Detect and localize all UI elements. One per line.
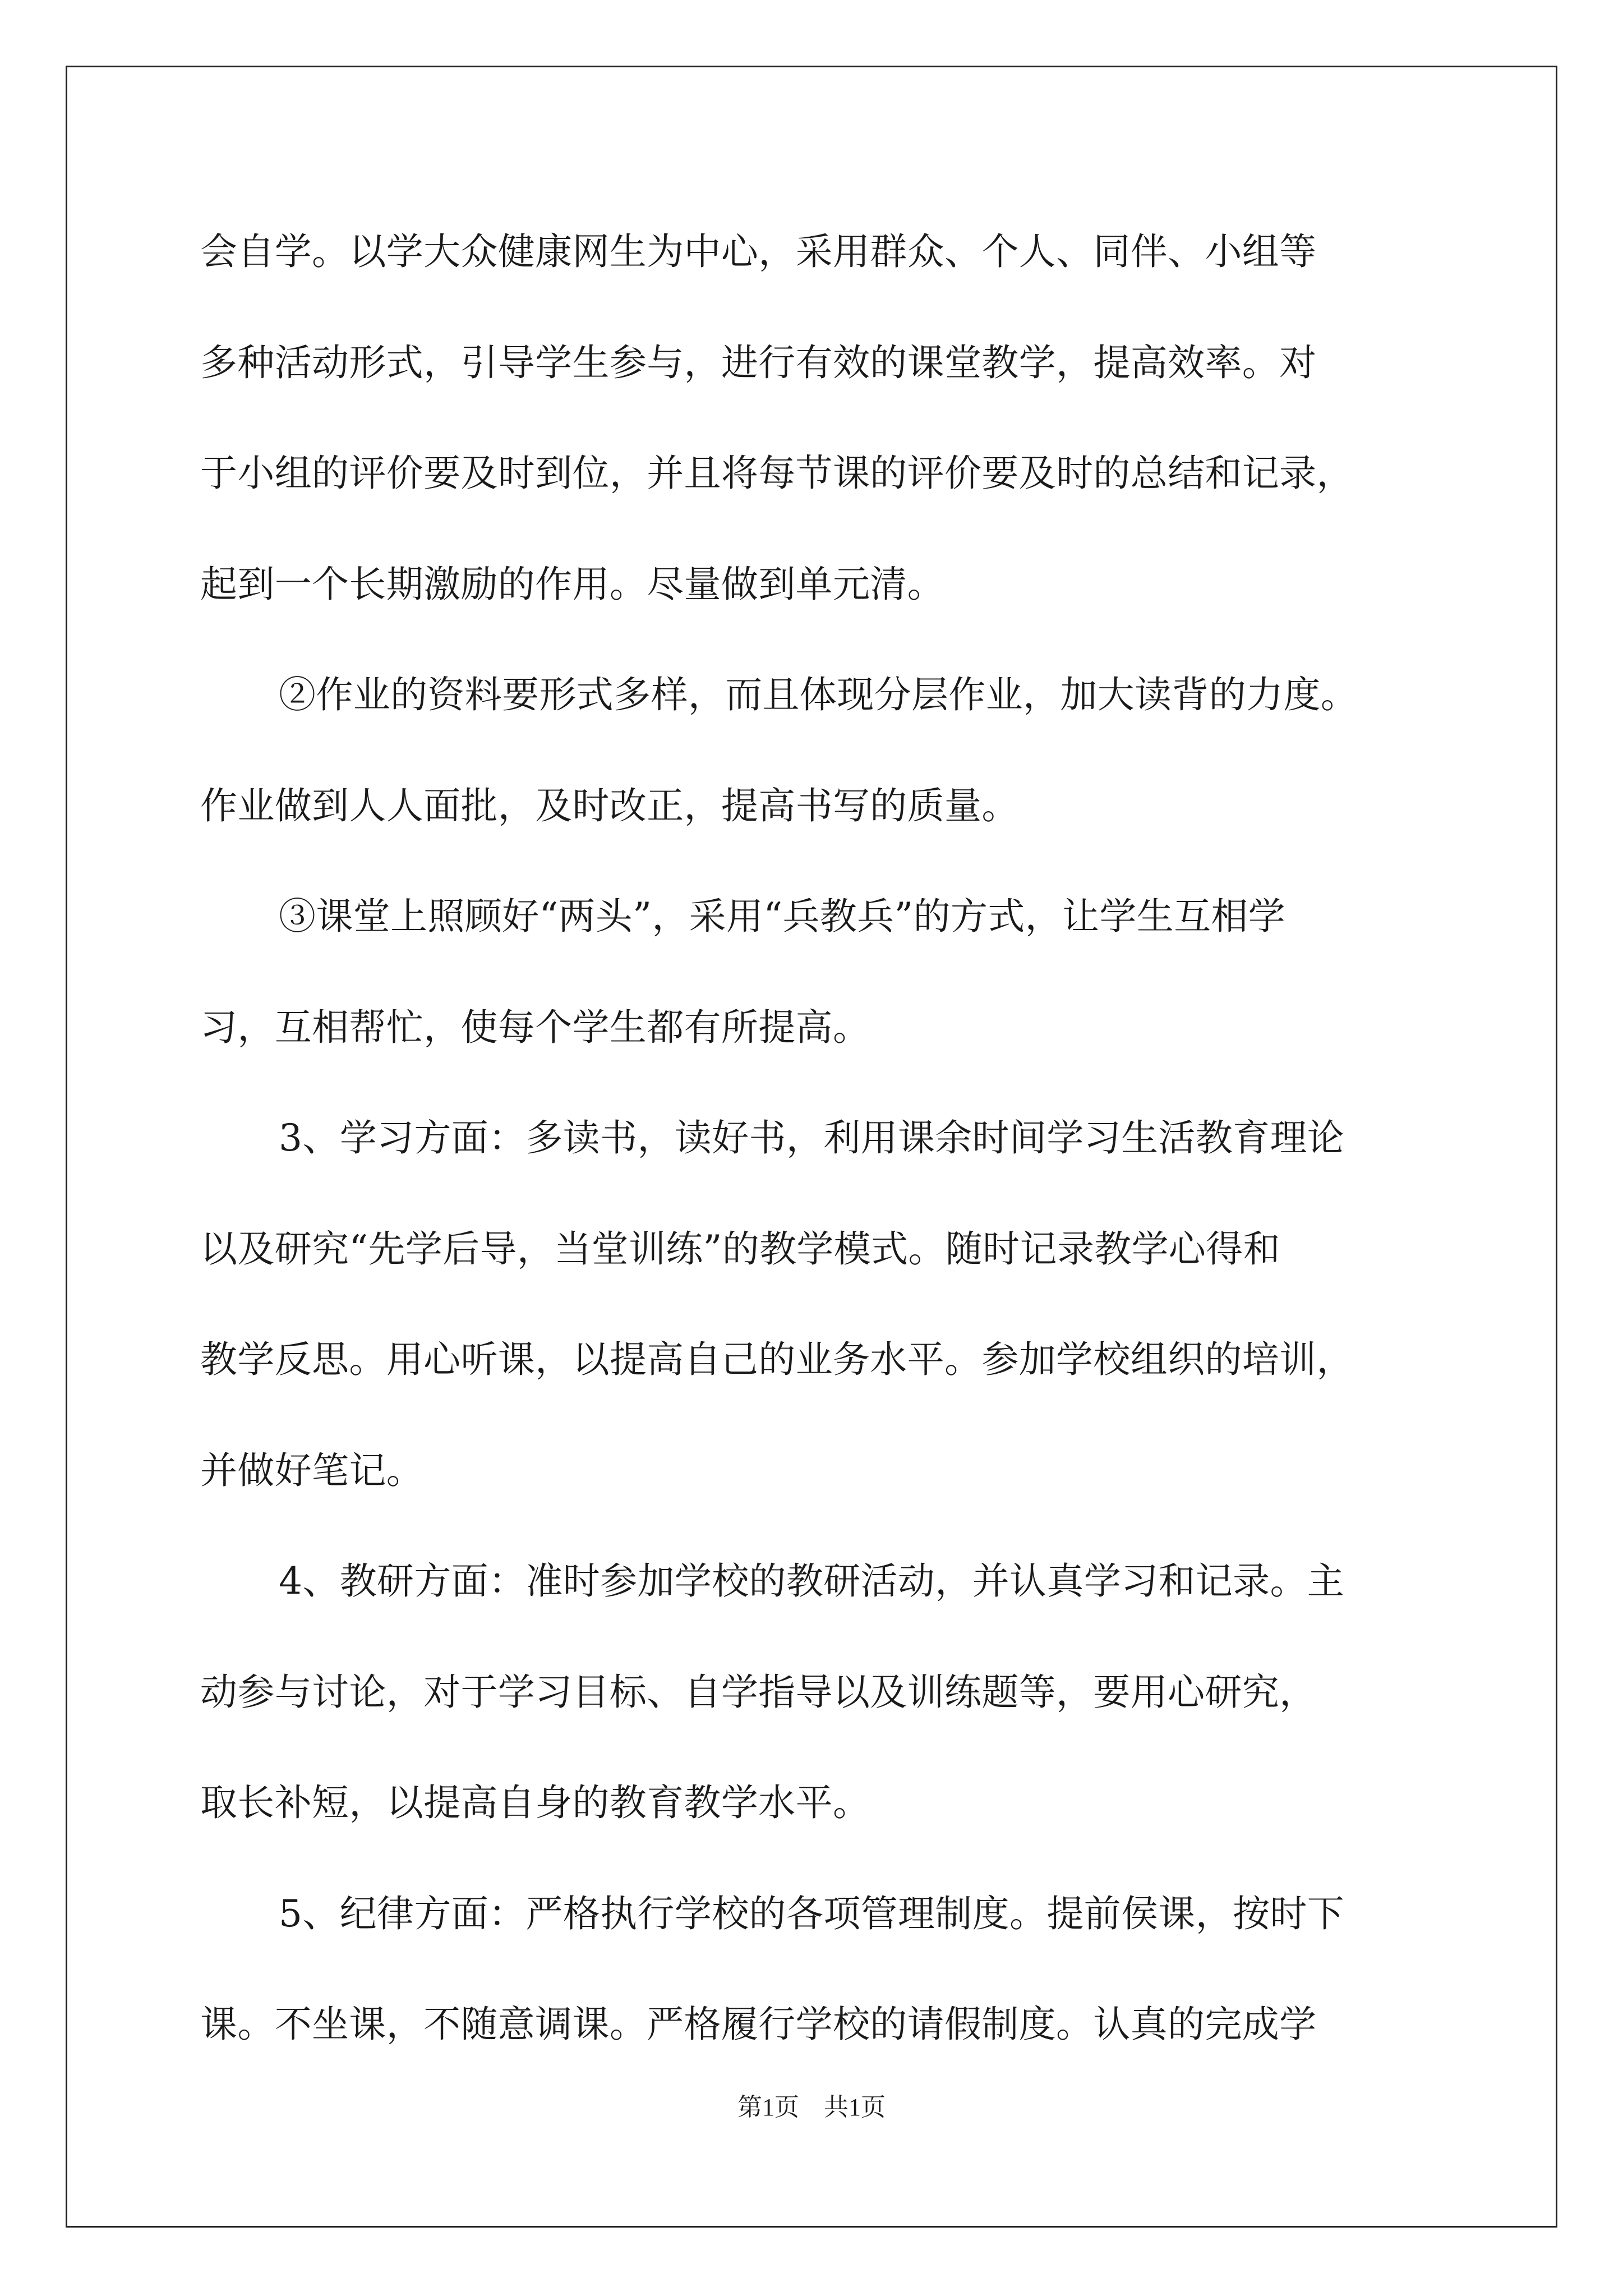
text-line: 作业做到人人面批，及时改正，提高书写的质量。 (200, 784, 1019, 827)
paragraph-start-line: 4、教研方面：准时参加学校的教研活动，并认真学习和记录。主 (279, 1559, 1345, 1603)
page-footer (0, 2087, 1623, 2123)
text-line: 起到一个长期激励的作用。尽量做到单元清。 (200, 562, 944, 606)
text-line: 教学反思。用心听课，以提高自己的业务水平。参加学校组织的培训， (200, 1338, 1354, 1381)
text-line: 动参与讨论，对于学习目标、自学指导以及训练题等，要用心研究， (200, 1670, 1317, 1714)
paragraph-start-line: 3、学习方面：多读书，读好书，利用课余时间学习生活教育理论 (279, 1116, 1345, 1159)
text-line: 以及研究“先学后导，当堂训练”的教学模式。随时记录教学心得和 (200, 1227, 1280, 1271)
text-line: 习，互相帮忙，使每个学生都有所提高。 (200, 1005, 870, 1049)
document-body (200, 196, 1423, 2080)
page-number: 第1页 (737, 2093, 799, 2121)
text-line: 于小组的评价要及时到位，并且将每节课的评价要及时的总结和记录， (200, 452, 1354, 495)
text-line: 会自学。以学大众健康网生为中心，采用群众、个人、同伴、小组等 (200, 230, 1317, 273)
paragraph-start-line: ②作业的资料要形式多样，而且体现分层作业，加大读背的力度。 (279, 673, 1358, 716)
page-total: 共1页 (824, 2093, 886, 2121)
text-line: 课。不坐课，不随意调课。严格履行学校的请假制度。认真的完成学 (200, 2003, 1317, 2046)
text-line: 并做好笔记。 (200, 1448, 424, 1492)
text-line: 取长补短，以提高自身的教育教学水平。 (200, 1781, 870, 1824)
text-line: 多种活动形式，引导学生参与，进行有效的课堂教学，提高效率。对 (200, 341, 1317, 384)
paragraph-start-line: 5、纪律方面：严格执行学校的各项管理制度。提前侯课，按时下 (279, 1892, 1345, 1935)
paragraph-start-line: ③课堂上照顾好“两头”，采用“兵教兵”的方式，让学生互相学 (279, 895, 1286, 938)
